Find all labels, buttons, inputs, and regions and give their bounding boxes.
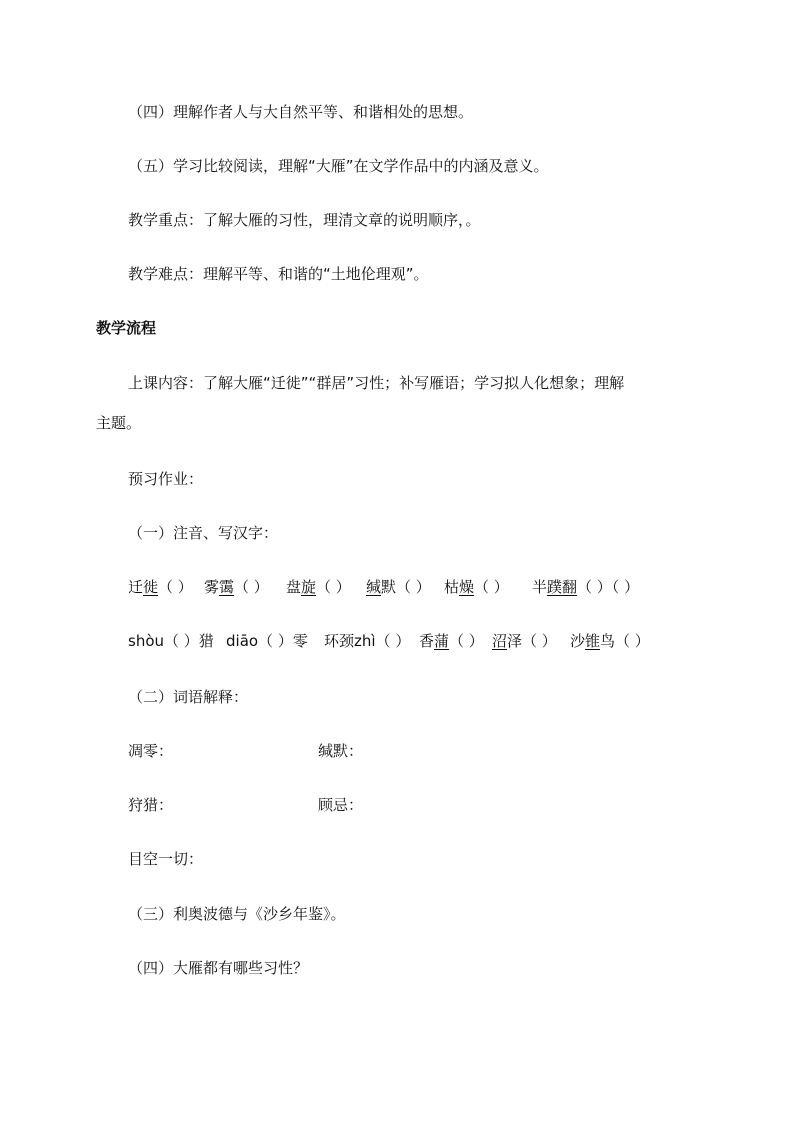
word-item: 雾霭（ ） [204, 578, 269, 596]
objective-5: （五）学习比较阅读，理解“大雁”在文学作品中的内涵及意义。 [128, 157, 549, 175]
key-point: 教学重点：了解大雁的习性，理清文章的说明顺序，。 [128, 211, 481, 229]
word-item: 沙锥鸟（ ） [570, 632, 650, 650]
preview-label: 预习作业： [128, 470, 204, 488]
content-line-1: 上课内容：了解大雁“迁徙”“群居”习性；补写雁语；学习拟人化想象；理解 [128, 374, 625, 392]
difficult-point: 教学难点：理解平等、和谐的“土地伦理观”。 [128, 265, 429, 283]
pinyin-row-2 [128, 630, 650, 652]
word-item: diāo（ ）零 [226, 632, 308, 650]
content-line-2: 主题。 [96, 414, 142, 432]
word-item: 盘旋（ ） [286, 578, 351, 596]
word-item: 沼泽（ ） [492, 632, 557, 650]
section-3: （三）利奥波德与《沙乡年鉴》。 [128, 905, 346, 923]
word-item: 枯燥（ ） [444, 578, 509, 596]
term-guji: 顾忌： [318, 796, 364, 814]
section-2-heading: （二）词语解释： [128, 688, 249, 706]
word-item: 半蹼翻（ ）（ ） [532, 578, 640, 596]
term-mukongyiqie: 目空一切： [128, 850, 204, 868]
word-item: 缄默（ ） [366, 578, 431, 596]
section-1-heading: （一）注音、写汉字： [128, 524, 279, 542]
term-jianmo: 缄默： [318, 742, 364, 760]
term-shoulie: 狩猎： [128, 796, 174, 814]
pinyin-row-1 [128, 576, 639, 598]
objective-4: （四）理解作者人与大自然平等、和谐相处的思想。 [128, 103, 474, 121]
word-item: 环颈zhì（ ） [324, 632, 411, 650]
word-item: shòu（ ）猎 [128, 632, 214, 650]
term-diaoling: 凋零： [128, 742, 174, 760]
section-4: （四）大雁都有哪些习性？ [128, 959, 309, 977]
word-item: 香蒲（ ） [419, 632, 484, 650]
flow-heading: 教学流程 [96, 319, 157, 337]
word-item: 迁徙（ ） [128, 578, 193, 596]
